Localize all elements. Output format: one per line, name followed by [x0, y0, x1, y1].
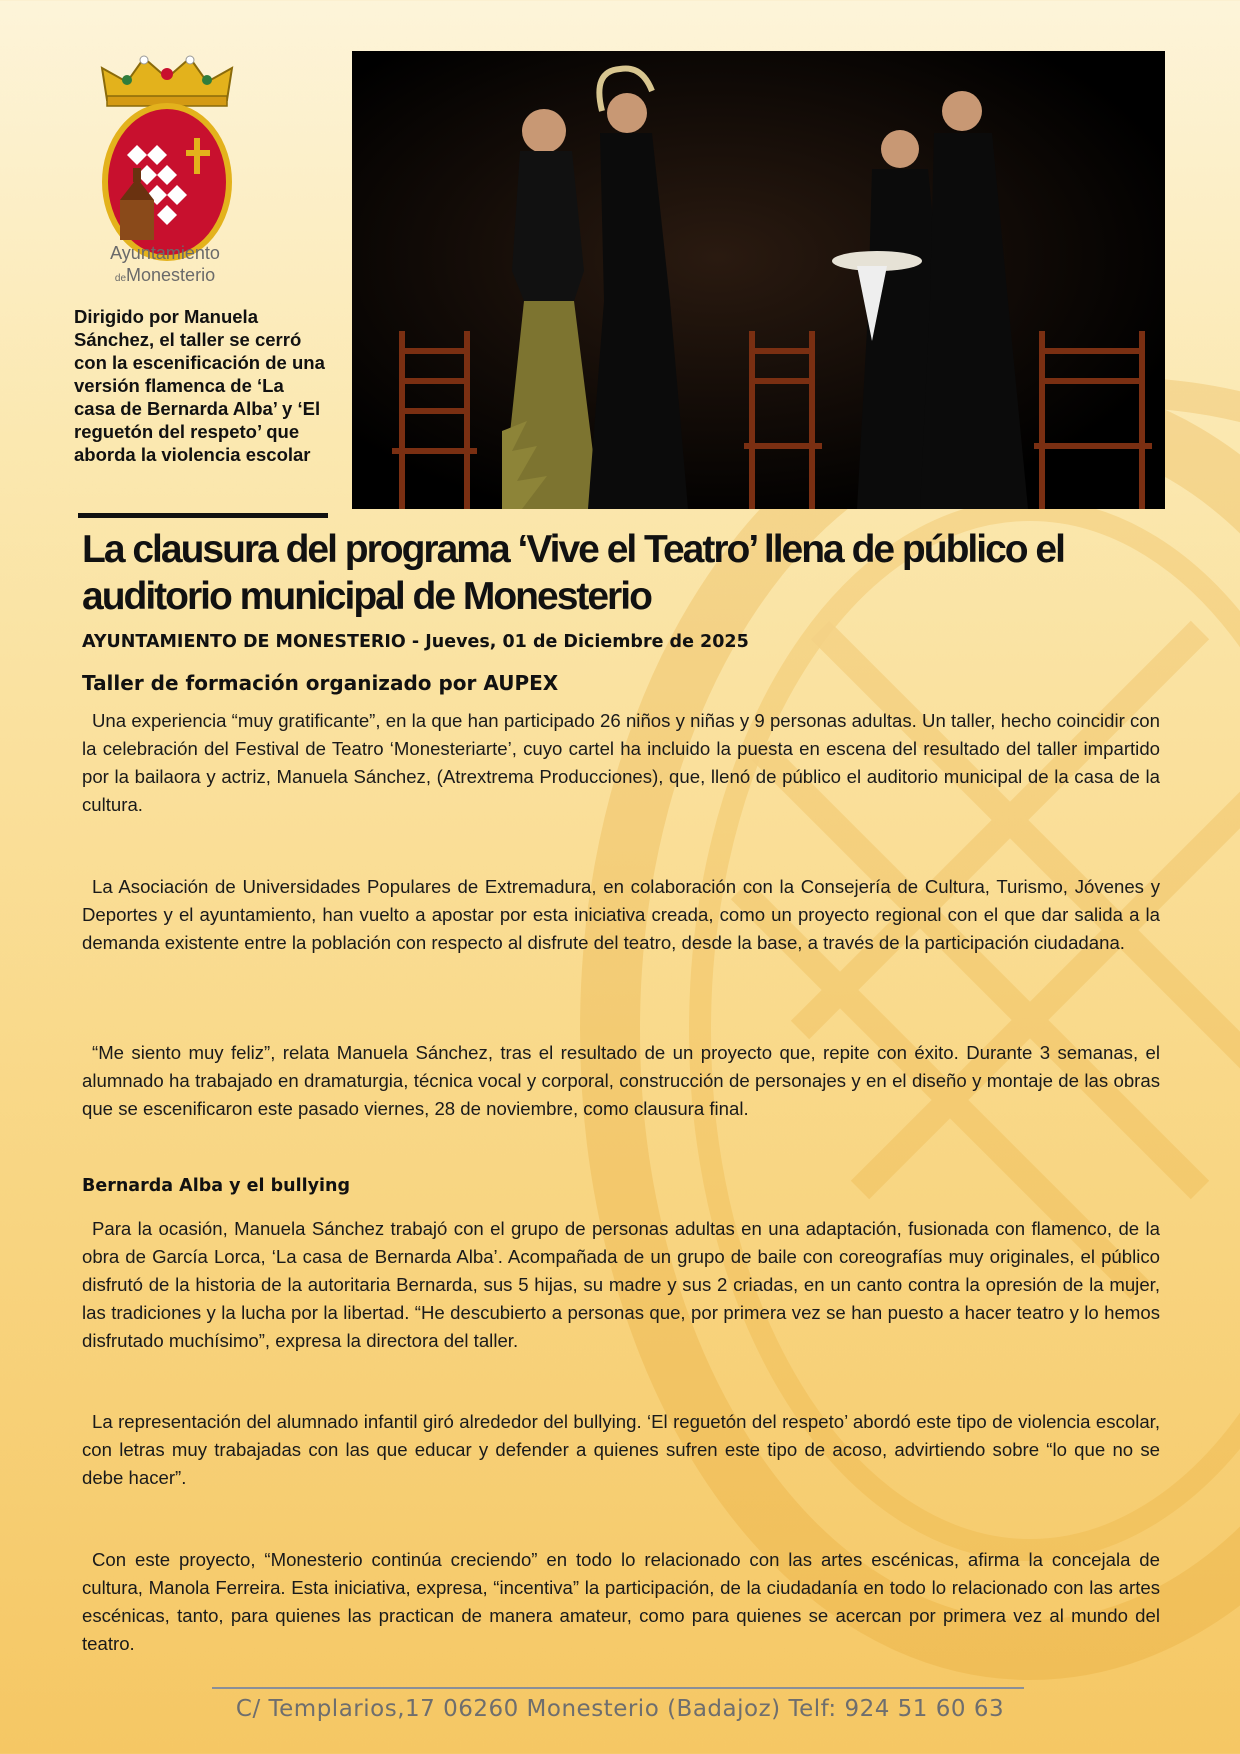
body-paragraph: “Me siento muy feliz”, relata Manuela Sánchez, tras el resultado de un proyecto que, repite con éxito. Durante 3 semanas, el alumnado ha trabajado en dramaturgia, técnica vocal y corporal, construcción de personajes y en el diseño y montaje de las obras que se escenificaron este pasado viernes, 28 de noviembre, como clausura final.: [82, 1042, 1160, 1119]
body-paragraph: Para la ocasión, Manuela Sánchez trabajó con el grupo de personas adultas en una adaptación, fusionada con flamenco, de la obra de García Lorca, ‘La casa de Bernarda Alba’. Acompañada de un grupo de baile con coreografías muy originales, el público disfrutó de la historia de la autoritaria Bernarda, sus 5 hijas, su madre y sus 2 criadas, en un canto contra la opresión de la mujer, las tradiciones y la lucha por la libertad. “He descubierto a personas que, por primera vez se han puesto a hacer teatro y lo hemos disfrutado muchísimo”, expresa la directora del taller.: [82, 1218, 1160, 1351]
article-subtitle: Taller de formación organizado por AUPEX: [82, 671, 559, 695]
footer-address: C/ Templarios,17 06260 Monesterio (Badajoz) Telf: 924 51 60 63: [235, 1696, 1005, 1722]
logo-line1: Ayuntamiento: [110, 243, 220, 263]
crown-icon: [102, 56, 232, 106]
logo-de: de: [114, 273, 127, 284]
body-paragraph: La representación del alumnado infantil giró alrededor del bullying. ‘El reguetón del respeto’ abordó este tipo de violencia escolar, con letras muy trabajadas con las que educar y defender a quienes sufren este tipo de acoso, advirtiendo sobre “lo que no se debe hacer”.: [82, 1411, 1160, 1488]
caption-divider: [78, 513, 328, 518]
article-headline: La clausura del programa ‘Vive el Teatro’ llena de público el auditorio municipal de Monesterio: [82, 528, 1064, 618]
footer-divider: [212, 1687, 1024, 1689]
body-paragraph: Con este proyecto, “Monesterio continúa creciendo” en todo lo relacionado con las artes escénicas, afirma la concejala de cultura, Manola Ferreira. Esta iniciativa, expresa, “incentiva” la participación, de la ciudadanía en todo lo relacionado con las artes escénicas, tanto, para quienes las practican de manera amateur, como para quienes se acercan por primera vez al mundo del teatro.: [82, 1549, 1160, 1654]
section-heading: Bernarda Alba y el bullying: [82, 1176, 350, 1196]
flamenco-performance-photo: [352, 51, 1165, 509]
article-byline: AYUNTAMIENTO DE MONESTERIO - Jueves, 01 de Diciembre de 2025: [82, 632, 749, 652]
logo-line2: Monesterio: [126, 265, 216, 285]
logo-wordmark: [85, 242, 245, 290]
photo-caption: Dirigido por Manuela Sánchez, el taller se cerró con la escenificación de una versión flamenca de ‘La casa de Bernarda Alba’ y ‘El reguetón del respeto’ que aborda la violencia escolar: [74, 306, 325, 465]
body-paragraph: La Asociación de Universidades Populares de Extremadura, en colaboración con la Consejería de Cultura, Turismo, Jóvenes y Deportes y el ayuntamiento, han vuelto a apostar por esta iniciativa creada, como un proyecto regional con el que dar salida a la demanda existente entre la población con respecto al disfrute del teatro, desde la base, a través de la participación ciudadana.: [82, 876, 1160, 953]
body-paragraph: Una experiencia “muy gratificante”, en la que han participado 26 niños y niñas y 9 personas adultas. Un taller, hecho coincidir con la celebración del Festival de Teatro ‘Monesteriarte’, cuyo cartel ha incluido la puesta en escena del resultado del taller impartido por la bailaora y actriz, Manuela Sánchez, (Atrextrema Producciones), que, llenó de público el auditorio municipal de la casa de la cultura.: [82, 710, 1160, 815]
